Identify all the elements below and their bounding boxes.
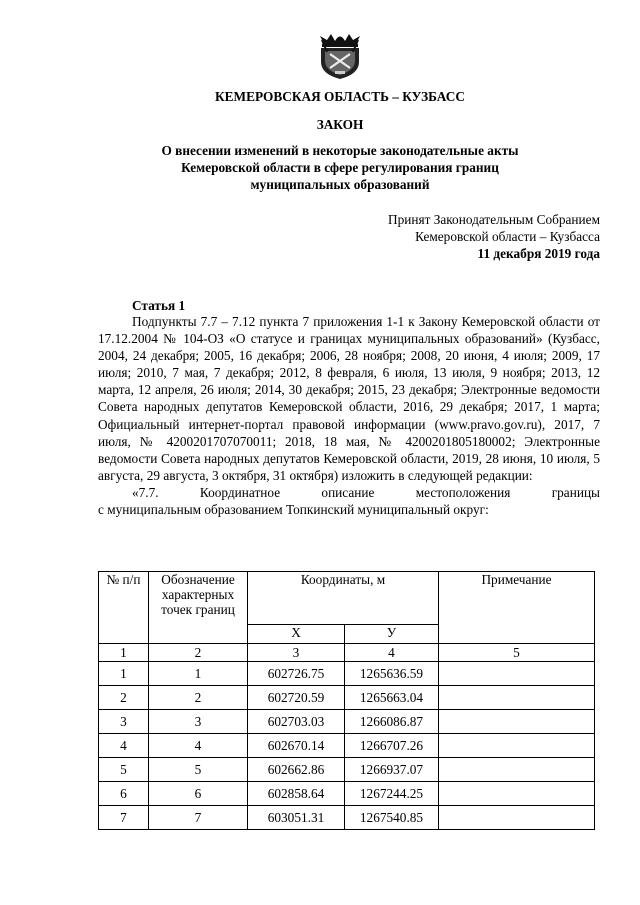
quote-word: описание xyxy=(321,484,375,500)
quote-second-line: с муниципальным образованием Топкинский муниципальный округ: xyxy=(98,502,489,518)
coat-of-arms-icon xyxy=(318,30,362,80)
adoption-line-2: Кемеровской области – Кузбасса xyxy=(415,229,600,244)
cell-y: 1267540.85 xyxy=(345,806,439,830)
cell-note xyxy=(439,710,595,734)
cell-note xyxy=(439,734,595,758)
article-paragraph: Подпункты 7.7 – 7.12 пункта 7 приложения 1-1 к Закону Кемеровской области от 17.12.2004 № 104-ОЗ «О статусе и границах муниципальных образований» (Кузбасс, 2004, 24 декабря; 2005, 16 декабря; 2006, 28 ноября; 2008, 20 июня, 4 июля; 2009, 17 июля; 2010, 7 мая, 7 декабря; 2012, 8 февраля, 6 июля, 13 июля, 9 ноября; 2013, 12 марта, 12 апреля, 26 июля; 2014, 30 декабря; 2015, 23 декабря; Электронные ведомости Совета народных депутатов Кемеровской области, 2016, 29 декабря; 2017, 1 марта; Официальный интернет-портал правовой информации (www.pravo.gov.ru), 2017, 7 июля, № 4200201707070011; 2018, 18 мая, № 4200201805180002; Электронные ведомости Совета народных депутатов Кемеровской области, 2019, 28 июня, 10 июля, 5 августа, 29 августа, 3 октября, 31 октября) изложить в следующей редакции: xyxy=(98,314,600,483)
cell-point: 4 xyxy=(149,734,248,758)
quote-word: Координатное xyxy=(199,484,281,500)
cell-no: 4 xyxy=(99,734,149,758)
article-body xyxy=(98,313,600,518)
cell-note xyxy=(439,686,595,710)
cell-no: 2 xyxy=(99,686,149,710)
cell-point: 1 xyxy=(149,662,248,686)
cell-point: 5 xyxy=(149,758,248,782)
column-number: 1 xyxy=(99,644,149,662)
column-number: 4 xyxy=(345,644,439,662)
cell-x: 602720.59 xyxy=(248,686,345,710)
cell-point: 7 xyxy=(149,806,248,830)
article-heading: Статья 1 xyxy=(132,298,186,313)
column-number: 5 xyxy=(439,644,595,662)
cell-y: 1265663.04 xyxy=(345,686,439,710)
cell-x: 602703.03 xyxy=(248,710,345,734)
header-x: X xyxy=(248,625,345,644)
header-coordinates: Координаты, м xyxy=(248,572,439,625)
region-title: КЕМЕРОВСКАЯ ОБЛАСТЬ – КУЗБАСС xyxy=(215,89,465,104)
adoption-line-1: Принят Законодательным Собранием xyxy=(387,212,600,227)
cell-no: 7 xyxy=(99,806,149,830)
cell-x: 603051.31 xyxy=(248,806,345,830)
header-y: У xyxy=(345,625,439,644)
cell-note xyxy=(439,782,595,806)
cell-y: 1265636.59 xyxy=(345,662,439,686)
cell-note xyxy=(439,758,595,782)
table-row xyxy=(99,806,595,830)
table-row xyxy=(99,782,595,806)
cell-no: 1 xyxy=(99,662,149,686)
cell-point: 2 xyxy=(149,686,248,710)
cell-y: 1266707.26 xyxy=(345,734,439,758)
table-header-row xyxy=(99,572,595,625)
cell-note xyxy=(439,662,595,686)
adoption-date: 11 декабря 2019 года xyxy=(477,246,600,261)
column-number-row xyxy=(99,644,595,662)
header-note: Примечание xyxy=(439,572,595,644)
cell-x: 602662.86 xyxy=(248,758,345,782)
adoption-block xyxy=(300,211,600,262)
cell-y: 1267244.25 xyxy=(345,782,439,806)
cell-no: 5 xyxy=(99,758,149,782)
cell-note xyxy=(439,806,595,830)
table-row xyxy=(99,686,595,710)
cell-x: 602670.14 xyxy=(248,734,345,758)
cell-x: 602726.75 xyxy=(248,662,345,686)
quote-word: границы xyxy=(551,484,600,500)
column-number: 3 xyxy=(248,644,345,662)
cell-x: 602858.64 xyxy=(248,782,345,806)
law-type-heading: ЗАКОН xyxy=(316,117,364,132)
header-number: № п/п xyxy=(99,572,149,644)
coordinates-table xyxy=(98,571,595,830)
column-number: 2 xyxy=(149,644,248,662)
table-row xyxy=(99,662,595,686)
cell-y: 1266086.87 xyxy=(345,710,439,734)
quote-first-line xyxy=(98,484,600,501)
cell-no: 6 xyxy=(99,782,149,806)
table-row xyxy=(99,734,595,758)
cell-point: 6 xyxy=(149,782,248,806)
quote-word: «7.7. xyxy=(132,484,159,500)
cell-no: 3 xyxy=(99,710,149,734)
header-point-designation: Обозначение характерных точек границ xyxy=(149,572,248,644)
quote-word: местоположения xyxy=(415,484,511,500)
table-row xyxy=(99,710,595,734)
table-row xyxy=(99,758,595,782)
cell-y: 1266937.07 xyxy=(345,758,439,782)
law-title: О внесении изменений в некоторые законодательные акты Кемеровской области в сфере регулирования границ муниципальных образований xyxy=(161,143,519,192)
cell-point: 3 xyxy=(149,710,248,734)
